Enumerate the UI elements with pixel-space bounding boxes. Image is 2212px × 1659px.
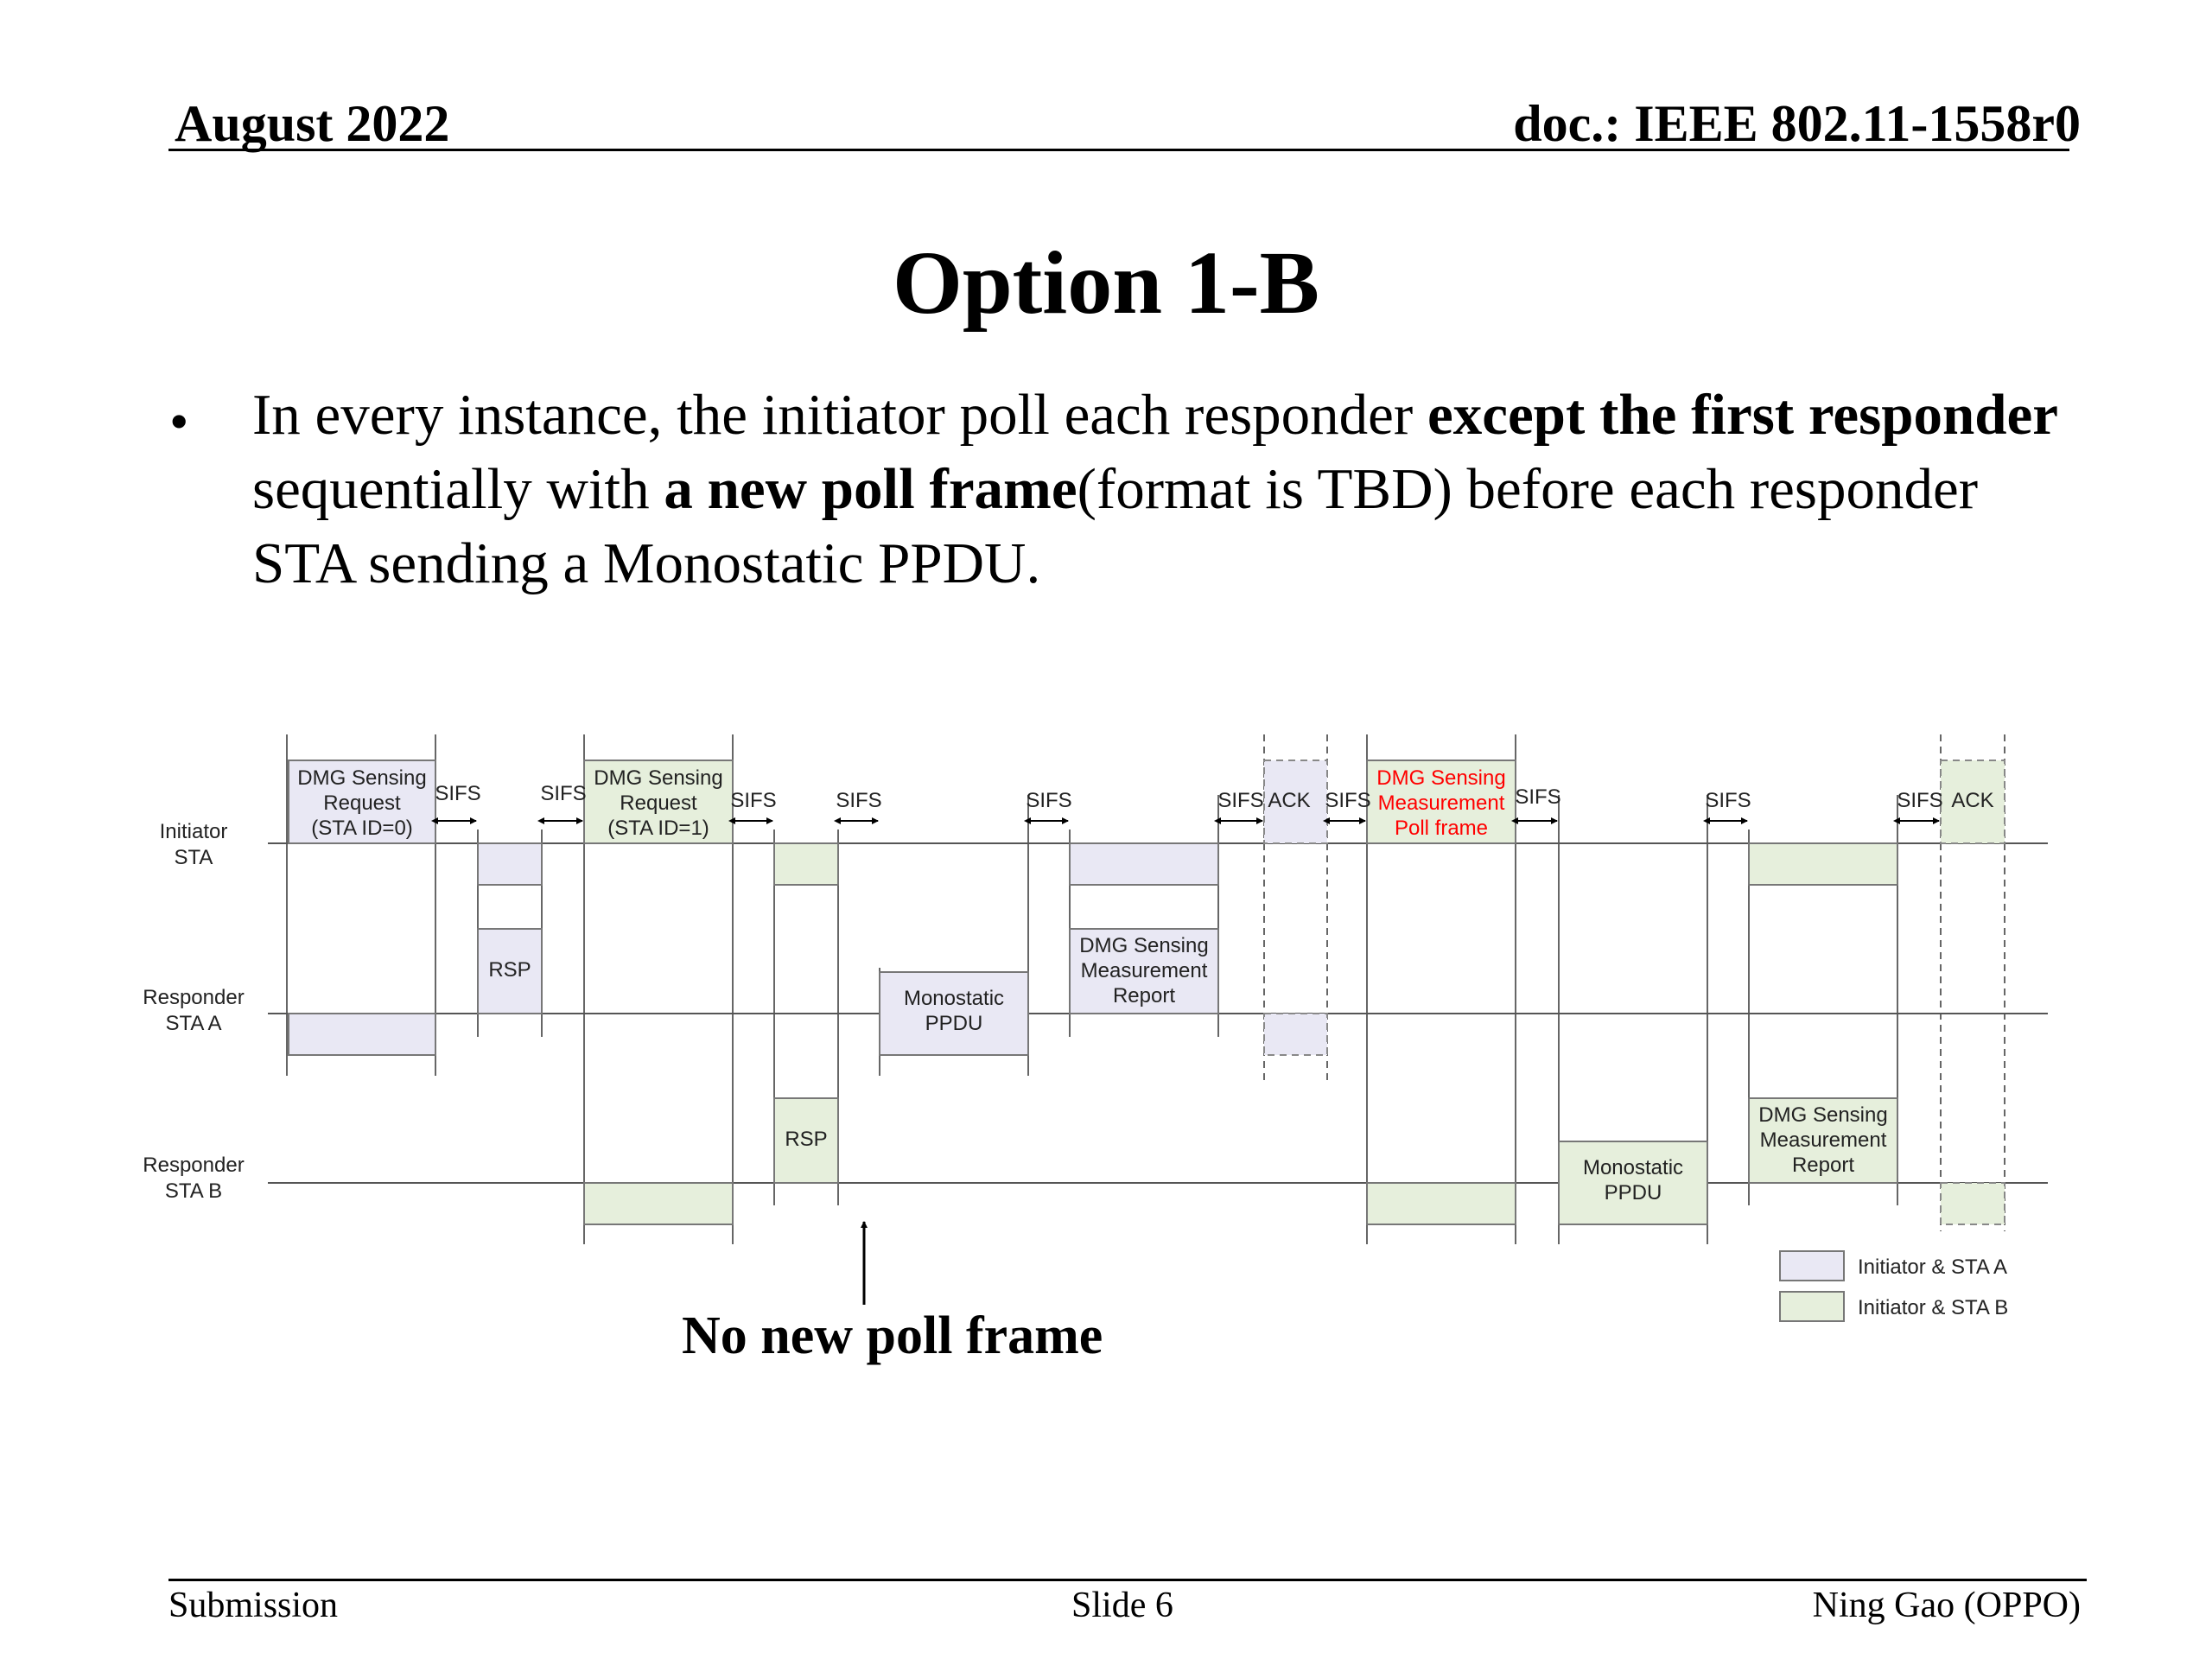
sifs-label-4: SIFS bbox=[836, 789, 882, 812]
legend bbox=[1780, 1251, 2008, 1321]
frame-report-b-l3: Report bbox=[1791, 1154, 1855, 1177]
frame-poll-l3: Poll frame bbox=[1394, 817, 1489, 840]
header-doc-id: doc.: IEEE 802.11-1558r0 bbox=[1513, 95, 2081, 152]
frame-report-a bbox=[1070, 929, 1218, 1014]
sta-a-label-1: Responder bbox=[143, 986, 245, 1009]
frame-mono-a bbox=[880, 972, 1028, 1055]
annotation-no-new-poll: No new poll frame bbox=[682, 1306, 1103, 1365]
frame-ack-1 bbox=[1264, 760, 1327, 843]
footer-author: Ning Gao (OPPO) bbox=[1812, 1586, 2081, 1625]
frame-mono-a-l1: Monostatic bbox=[903, 987, 1005, 1010]
frame-rsp-a-label: RSP bbox=[488, 958, 531, 982]
frame-req0-l1: DMG Sensing bbox=[297, 766, 427, 790]
frame-mono-a-l2: PPDU bbox=[925, 1012, 983, 1035]
footer-slide-number: Slide 6 bbox=[1071, 1586, 1173, 1625]
frame-report-b-l1: DMG Sensing bbox=[1758, 1103, 1888, 1127]
sifs-label-1: SIFS bbox=[435, 782, 481, 805]
sifs-label-8: SIFS bbox=[1515, 785, 1561, 809]
frame-report-a-l3: Report bbox=[1112, 984, 1176, 1007]
frame-rsp-b bbox=[774, 1098, 838, 1183]
frame-ack-2 bbox=[1941, 760, 2005, 843]
frame-mono-b-l1: Monostatic bbox=[1582, 1156, 1684, 1179]
initiator-label-2: STA bbox=[174, 846, 213, 869]
frame-req0-l2: Request bbox=[323, 791, 401, 815]
footer-rule bbox=[168, 1579, 2087, 1581]
bullet-text-3: (format is TBD) before each responder STA sending a Monostatic PPDU. bbox=[252, 457, 1979, 595]
sifs-label-9: SIFS bbox=[1705, 789, 1751, 812]
frame-poll-l2: Measurement bbox=[1377, 791, 1505, 815]
frame-req1-l1: DMG Sensing bbox=[594, 766, 723, 790]
sta-b-rx-ack bbox=[1941, 1183, 2005, 1224]
legend-swatch-sta-b bbox=[1780, 1292, 1844, 1321]
legend-swatch-sta-a bbox=[1780, 1251, 1844, 1281]
sta-b-label-2: STA B bbox=[164, 1179, 223, 1203]
frame-req1-l2: Request bbox=[620, 791, 697, 815]
frame-poll-l1: DMG Sensing bbox=[1376, 766, 1506, 790]
sifs-label-7: SIFS bbox=[1325, 789, 1371, 812]
frame-mono-b-l2: PPDU bbox=[1604, 1181, 1662, 1205]
bullet-marker: • bbox=[169, 391, 189, 452]
sifs-label-5: SIFS bbox=[1026, 789, 1072, 812]
sta-a-rx-ack bbox=[1264, 1014, 1327, 1055]
frame-mono-b bbox=[1559, 1141, 1707, 1224]
init-rx-b-1 bbox=[774, 843, 838, 885]
sifs-label-3: SIFS bbox=[730, 789, 777, 812]
sta-a-label-2: STA A bbox=[165, 1012, 222, 1035]
frame-req0 bbox=[289, 760, 435, 843]
bullet-bold-1: except the first responder bbox=[1427, 383, 2058, 447]
frame-report-b bbox=[1749, 1098, 1897, 1183]
footer-submission: Submission bbox=[168, 1586, 339, 1625]
frame-poll bbox=[1367, 760, 1516, 843]
bullet-bold-2: a new poll frame bbox=[664, 457, 1077, 521]
bullet-text-2: sequentially with bbox=[252, 457, 664, 521]
legend-label-sta-a: Initiator & STA A bbox=[1858, 1255, 2007, 1279]
bullet-text-1: In every instance, the initiator poll each responder bbox=[252, 383, 1427, 447]
frame-ack-2-label: ACK bbox=[1951, 789, 1994, 812]
init-rx-a-1 bbox=[478, 843, 542, 885]
sifs-label-2: SIFS bbox=[540, 782, 587, 805]
initiator-label-1: Initiator bbox=[159, 820, 228, 843]
sta-a-rx-req0 bbox=[289, 1014, 435, 1055]
frame-report-a-l1: DMG Sensing bbox=[1079, 934, 1209, 957]
sta-b-rx-poll bbox=[1367, 1183, 1516, 1224]
init-rx-b-2 bbox=[1749, 843, 1897, 885]
sta-b-rx-req1 bbox=[584, 1183, 733, 1224]
slide-title: Option 1-B bbox=[892, 233, 1320, 333]
sifs-label-6: SIFS bbox=[1217, 789, 1264, 812]
header-date: August 2022 bbox=[175, 95, 450, 152]
frame-report-b-l2: Measurement bbox=[1759, 1128, 1887, 1152]
legend-label-sta-b: Initiator & STA B bbox=[1858, 1296, 2009, 1319]
sifs-label-10: SIFS bbox=[1897, 789, 1943, 812]
frame-report-a-l2: Measurement bbox=[1080, 959, 1208, 982]
frame-rsp-a bbox=[478, 929, 542, 1014]
frame-req1 bbox=[584, 760, 733, 843]
frame-rsp-b-label: RSP bbox=[785, 1128, 828, 1151]
frame-ack-1-label: ACK bbox=[1268, 789, 1311, 812]
init-rx-a-2 bbox=[1070, 843, 1218, 885]
sta-b-label-1: Responder bbox=[143, 1154, 245, 1177]
frame-req1-l3: (STA ID=1) bbox=[607, 817, 709, 840]
frame-req0-l3: (STA ID=0) bbox=[311, 817, 413, 840]
